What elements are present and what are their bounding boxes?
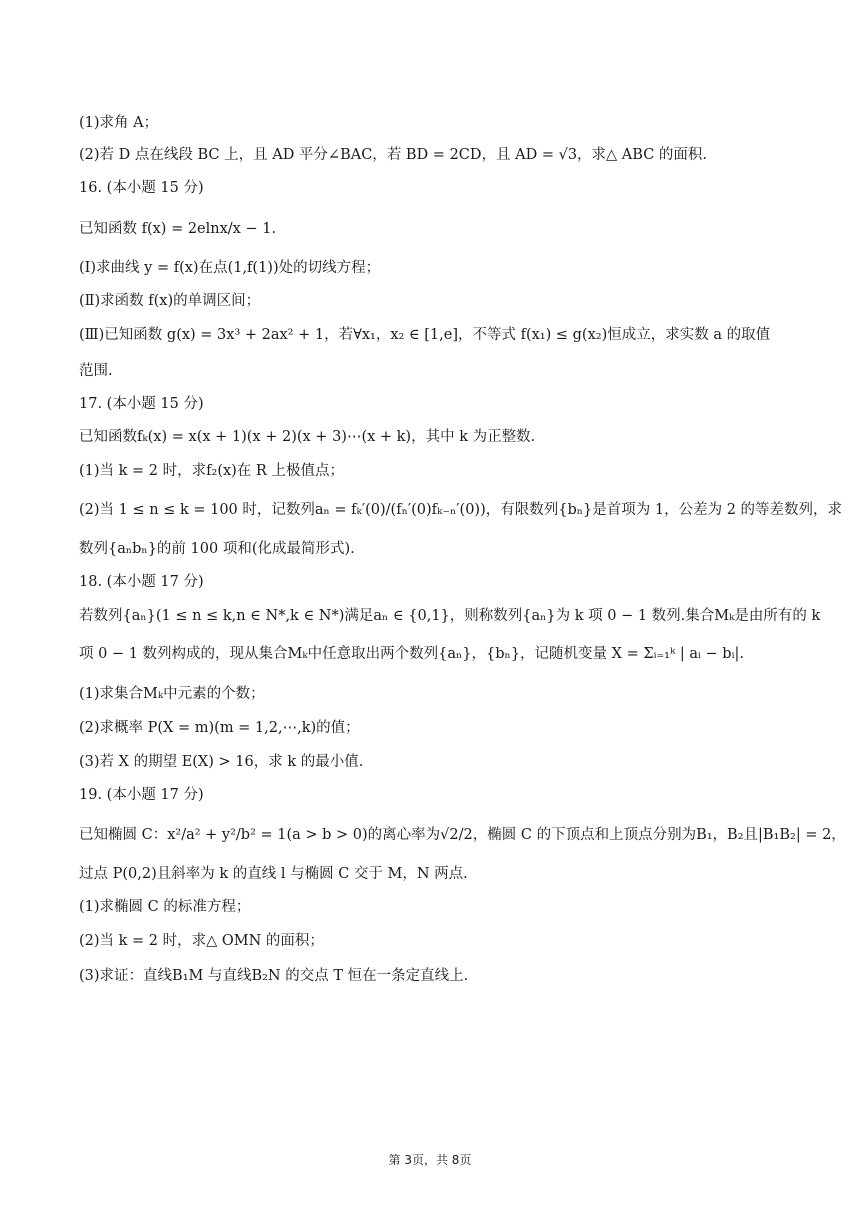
problem-heading: 18. (本小题 17 分)	[79, 574, 204, 590]
text-line: (1)求集合Mₖ中元素的个数；	[79, 686, 265, 702]
text-line: (2)当 1 ≤ n ≤ k = 100 时，记数列aₙ = fₖ′(0)/(fₙ′(0)fₖ₋ₙ′(0))，有限数列{bₙ}是首项为 1，公差为 2 的等差数列，求	[79, 502, 843, 518]
text-line: (2)当 k = 2 时，求△ OMN 的面积；	[79, 933, 324, 949]
text-line: 已知函数fₖ(x) = x(x + 1)(x + 2)(x + 3)⋯(x + k)，其中 k 为正整数.	[79, 429, 536, 445]
text-line: (3)若 X 的期望 E(X) > 16，求 k 的最小值.	[79, 754, 364, 770]
text-line: 项 0 − 1 数列构成的，现从集合Mₖ中任意取出两个数列{aₙ}，{bₙ}，记随机变量 X = Σᵢ₌₁ᵏ | aᵢ − bᵢ|.	[79, 646, 744, 662]
text-line: (Ⅰ)求曲线 y = f(x)在点(1,f(1))处的切线方程；	[79, 260, 381, 276]
text-line: (Ⅲ)已知函数 g(x) = 3x³ + 2ax² + 1，若∀x₁，x₂ ∈ [1,e]，不等式 f(x₁) ≤ g(x₂)恒成立，求实数 a 的取值	[79, 327, 771, 343]
text-line: (Ⅱ)求函数 f(x)的单调区间；	[79, 293, 261, 309]
text-line: (1)求椭圆 C 的标准方程；	[79, 899, 251, 915]
problem-heading: 17. (本小题 15 分)	[79, 396, 204, 412]
text-line: (1)求角 A；	[79, 115, 159, 131]
text-line: 范围.	[79, 363, 113, 379]
text-line: (2)求概率 P(X = m)(m = 1,2,⋯,k)的值；	[79, 720, 360, 736]
text-line: 数列{aₙbₙ}的前 100 项和(化成最简形式).	[79, 541, 355, 557]
problem-heading: 16. (本小题 15 分)	[79, 180, 204, 196]
text-line: (1)当 k = 2 时，求f₂(x)在 R 上极值点；	[79, 463, 344, 479]
text-line: 过点 P(0,2)且斜率为 k 的直线 l 与椭圆 C 交于 M，N 两点.	[79, 866, 468, 882]
text-line: (3)求证：直线B₁M 与直线B₂N 的交点 T 恒在一条定直线上.	[79, 968, 469, 984]
page-footer: 第 3页，共 8页	[388, 1153, 472, 1167]
text-line: (2)若 D 点在线段 BC 上，且 AD 平分∠BAC，若 BD = 2CD，且 AD = √3，求△ ABC 的面积.	[79, 147, 708, 163]
text-line: 已知椭圆 C：x²/a² + y²/b² = 1(a > b > 0)的离心率为√2/2，椭圆 C 的下顶点和上顶点分别为B₁，B₂且|B₁B₂| = 2，	[79, 827, 846, 843]
text-line: 若数列{aₙ}(1 ≤ n ≤ k,n ∈ N*,k ∈ N*)满足aₙ ∈ {0,1}，则称数列{aₙ}为 k 项 0 − 1 数列.集合Mₖ是由所有的 k	[79, 608, 821, 624]
text-line: 已知函数 f(x) = 2elnx/x − 1.	[79, 221, 277, 237]
problem-heading: 19. (本小题 17 分)	[79, 787, 204, 803]
